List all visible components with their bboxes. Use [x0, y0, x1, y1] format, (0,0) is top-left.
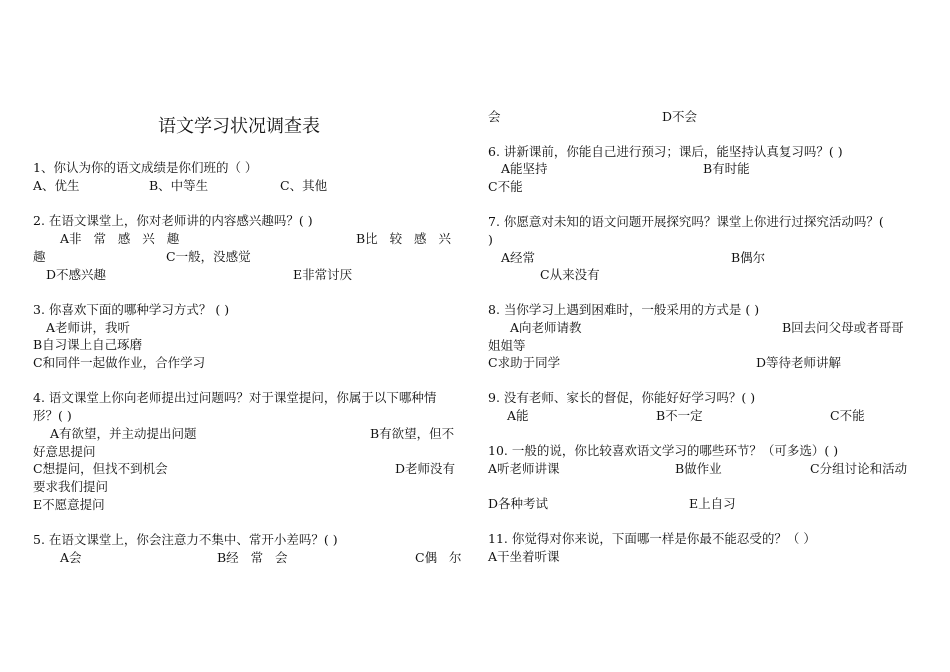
q10-option-d: D各种考试 — [488, 496, 549, 511]
q10-stem: 10. 一般的说，你比较喜欢语文学习的哪些环节？（可多选）( ) — [488, 443, 839, 458]
q2-option-b-cont: 趣 — [33, 249, 46, 264]
q4-stem-line2: 形？( ) — [33, 408, 72, 423]
q4-option-e: E不愿意提问 — [33, 497, 105, 512]
q9-option-c: C不能 — [830, 408, 865, 423]
q2-option-e: E非常讨厌 — [293, 267, 353, 282]
q5-option-d: D不会 — [662, 109, 698, 124]
q6-option-a: A能坚持 — [501, 161, 548, 176]
q5-stem: 5. 在语文课堂上，你会注意力不集中、常开小差吗？( ) — [33, 532, 338, 547]
q10-option-e: E上自习 — [689, 496, 736, 511]
q1-option-c: C、其他 — [280, 178, 328, 193]
q4-option-b: B有欲望，但不 — [370, 426, 455, 441]
q10-option-a: A听老师讲课 — [488, 461, 560, 476]
q4-option-a: A有欲望，并主动提出问题 — [50, 426, 197, 441]
q1-option-a: A、优生 — [33, 178, 80, 193]
q3-option-b: B自习课上自己琢磨 — [33, 337, 143, 352]
q9-option-a: A能 — [507, 408, 529, 423]
q7-option-c: C从来没有 — [540, 267, 600, 282]
q3-stem: 3. 你喜欢下面的哪种学习方式？ ( ) — [33, 302, 230, 317]
q9-option-b: B不一定 — [656, 408, 703, 423]
q3-option-a: A老师讲，我听 — [46, 320, 131, 335]
q1-option-b: B、中等生 — [149, 178, 209, 193]
q4-option-d-cont: 要求我们提问 — [33, 479, 109, 494]
q11-option-a: A干坐着听课 — [488, 549, 560, 564]
q4-option-d: D老师没有 — [395, 461, 456, 476]
q7-stem-line2: ) — [488, 232, 493, 247]
q6-option-b: B有时能 — [703, 161, 750, 176]
q7-option-b: B偶尔 — [731, 250, 766, 265]
q5-option-c: C偶 尔 — [415, 550, 462, 565]
q10-option-c: C分组讨论和活动 — [810, 461, 908, 476]
q2-option-a: A非 常 感 兴 趣 — [60, 231, 180, 246]
q6-stem: 6. 讲新课前，你能自己进行预习；课后，能坚持认真复习吗？( ) — [488, 144, 843, 159]
q7-option-a: A经常 — [501, 250, 536, 265]
q4-option-c: C想提问，但找不到机会 — [33, 461, 168, 476]
q3-option-c: C和同伴一起做作业，合作学习 — [33, 355, 206, 370]
q8-option-b-cont: 姐姐等 — [488, 338, 526, 353]
q2-option-d: D不感兴趣 — [46, 267, 107, 282]
q8-option-b: B回去问父母或者哥哥 — [782, 320, 904, 335]
q5-option-c-cont: 会 — [488, 109, 501, 124]
page-title: 语文学习状况调查表 — [158, 116, 320, 137]
q8-stem: 8. 当你学习上遇到困难时，一般采用的方式是 ( ) — [488, 302, 760, 317]
q8-option-d: D等待老师讲解 — [756, 355, 842, 370]
q1-stem: 1、你认为你的语文成绩是你们班的（ ） — [33, 160, 258, 175]
q8-option-a: A向老师请教 — [510, 320, 582, 335]
q5-option-b: B经 常 会 — [217, 550, 288, 565]
q8-option-c: C求助于同学 — [488, 355, 561, 370]
q5-option-a: A会 — [60, 550, 82, 565]
q10-option-b: B做作业 — [675, 461, 722, 476]
q4-option-b-cont: 好意思提问 — [33, 444, 96, 459]
q11-stem: 11. 你觉得对你来说，下面哪一样是你最不能忍受的？（ ） — [488, 531, 816, 546]
q7-stem-line1: 7. 你愿意对未知的语文问题开展探究吗？课堂上你进行过探究活动吗？( — [488, 214, 884, 229]
q2-stem: 2. 在语文课堂上，你对老师讲的内容感兴趣吗？( ) — [33, 213, 313, 228]
q2-option-b: B比 较 感 兴 — [356, 231, 451, 246]
q6-option-c: C不能 — [488, 179, 523, 194]
q4-stem-line1: 4. 语文课堂上你向老师提出过问题吗？对于课堂提问，你属于以下哪种情 — [33, 390, 437, 405]
q9-stem: 9. 没有老师、家长的督促，你能好好学习吗？( ) — [488, 390, 756, 405]
q2-option-c: C一般，没感觉 — [166, 249, 251, 264]
